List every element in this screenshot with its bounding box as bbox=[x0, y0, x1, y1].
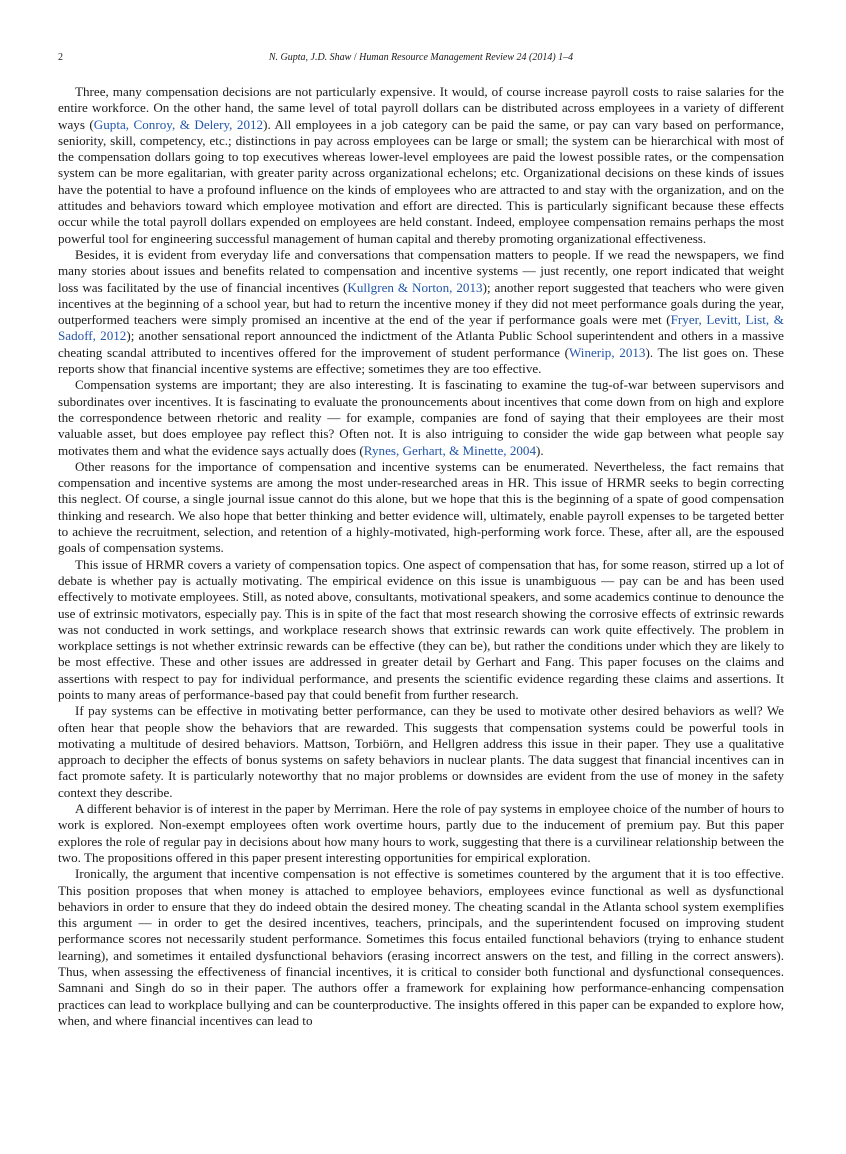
paragraph-5: This issue of HRMR covers a variety of compensation topics. One aspect of compensation that has, for some reason, stirred up a lot of debate is whether pay is actually motivating. The empirical evidence on this issue is unambiguous — pay can be and has been used effectively to motivate employees. Still, as noted above, consultants, motivational speakers, and some academics continue to denounce the use of extrinsic motivators, especially pay. This is in spite of the fact that most research showing the corrosive effects of extrinsic rewards was not conducted in work settings, and workplace research shows that extrinsic rewards can work quite effectively. The problem in workplace settings is not whether extrinsic rewards can be effective (they can be), but rather the conditions under which they are likely to be most effective. These and other issues are addressed in greater detail by Gerhart and Fang. This paper focuses on the claims and assertions with respect to pay for individual performance, and presents the scientific evidence regarding these claims and assertions. It points to many areas of performance-based pay that could benefit from further research. bbox=[58, 556, 784, 702]
citation-link[interactable]: Fryer, Levitt, List, & Sadoff, 2012 bbox=[58, 312, 784, 344]
paragraph-text: Compensation systems are important; they are also interesting. It is fascinating to examine the tug-of-war between supervisors and subordinates over incentives. It is fascinating to evaluate the pronouncements about incentives that come down from on high and explore the correspondence between rhetoric and reality — for example, companies are fond of saying that their employees are their most valuable asset, but does employee pay reflect this? Often not. It is also intriguing to consider the wide gap between what people say motivates them and what the evidence says actually does ( bbox=[58, 377, 784, 458]
article-page bbox=[58, 50, 784, 1029]
paragraph-2 bbox=[58, 247, 784, 377]
author-names: N. Gupta, J.D. Shaw bbox=[268, 52, 352, 63]
paragraph-6: If pay systems can be effective in motivating better performance, can they be used to motivate other desired behaviors as well? We often hear that people show the behaviors that are rewarded. This suggests that compensation systems could be powerful tools in motivating a multitude of desired behaviors. Mattson, Torbiörn, and Hellgren address this issue in their paper. They use a qualitative approach to decipher the effects of bonus systems on safety behaviors in nuclear plants. The data suggest that financial incentives can in fact promote safety. It is particularly noteworthy that no major problems or downsides are evident from the use of money in the safety context they describe. bbox=[58, 703, 784, 800]
paragraph-text: ); another sensational report announced the indictment of the Atlanta Public School superintendent and others in a massive cheating scandal attributed to incentives offered for the improvement of student performance ( bbox=[58, 328, 784, 360]
citation-link[interactable]: Rynes, Gerhart, & Minette, 2004 bbox=[363, 442, 537, 458]
journal-citation: Human Resource Management Review 24 (2014) 1–4 bbox=[359, 52, 574, 63]
journal-reference bbox=[58, 50, 784, 66]
article-body bbox=[58, 84, 784, 1029]
paragraph-text: ). The list goes on. These reports show that financial incentive systems are effective; sometimes they are too effective. bbox=[58, 344, 784, 377]
citation-link[interactable]: Winerip, 2013 bbox=[568, 344, 646, 360]
paragraph-3 bbox=[58, 377, 784, 458]
paragraph-1 bbox=[58, 84, 784, 247]
citation-link[interactable]: Kullgren & Norton, 2013 bbox=[347, 279, 483, 295]
paragraph-8: Ironically, the argument that incentive compensation is not effective is sometimes countered by the argument that it is too effective. This position proposes that when money is attached to employee behaviors, employees evince functional as well as dysfunctional behaviors in order to ensure that they do indeed obtain the desired money. The cheating scandal in the Atlanta school system exemplifies this argument — in order to get the desired incentives, teachers, principals, and the superintendent focused on improving student performance scores not necessarily student performance. Sometimes this focus entailed functional behaviors (trying to enhance student learning), and sometimes it entailed dysfunctional behaviors (erasing incorrect answers on the test, and filling in the correct answers). Thus, when assessing the effectiveness of financial incentives, it is critical to consider both functional and dysfunctional consequences. Samnani and Singh do so in their paper. The authors offer a framework for explaining how performance-enhancing compensation practices can lead to workplace bullying and can be counterproductive. The insights offered in this paper can be expanded to explore how, when, and where financial incentives can lead to bbox=[58, 866, 784, 1028]
paragraph-4: Other reasons for the importance of compensation and incentive systems can be enumerated. Nevertheless, the fact remains that compensation and incentive systems are among the most under-researched areas in HR. This issue of HRMR seeks to begin correcting this neglect. Of course, a single journal issue cannot do this alone, but we hope that this is the beginning of a spate of good compensation thinking and research. We also hope that better thinking and better evidence will, ultimately, enable payroll expenses to be targeted better to achieve the recruitment, selection, and retention of a highly-motivated, high-performing work force. These, after all, are the espoused goals of compensation systems. bbox=[58, 458, 784, 556]
paragraph-text: ). All employees in a job category can be paid the same, or pay can vary based on performance, seniority, skill, competency, etc.; distinctions in pay across employees can be large or small; the system can be hierarchical with most of the compensation dollars going to top executives whereas lower-level employees are paid the lowest possible rates, or the compensation system can be more egalitarian, with greater parity across organizational echelons; etc. Organizational decisions on these kinds of issues have the potential to have a profound influence on the kinds of employees who are attracted to and stay with the organization, and on the attitudes and behaviors toward which employee motivation and effort are directed. This is particularly significant because these effects occur while the total payroll dollars expended on employees are held constant. Indeed, employee compensation remains perhaps the most powerful tool for engineering successful management of human capital and thereby promoting organizational effectiveness. bbox=[58, 116, 785, 246]
paragraph-text: Three, many compensation decisions are not particularly expensive. It would, of course increase payroll costs to raise salaries for the entire workforce. On the other hand, the same level of total payroll dollars can be distributed across employees in a variety of different ways ( bbox=[58, 84, 784, 132]
paragraph-text: ). bbox=[536, 442, 544, 458]
citation-link[interactable]: Gupta, Conroy, & Delery, 2012 bbox=[93, 116, 264, 132]
header-separator: / bbox=[351, 52, 360, 63]
paragraph-7: A different behavior is of interest in the paper by Merriman. Here the role of pay systems in employee choice of the number of hours to work is explored. Non-exempt employees often work overtime hours, partly due to the inducement of premium pay. But this paper explores the role of regular pay in decisions about how many hours to work, suggesting that there is a curvilinear relationship between the two. The propositions offered in this paper present interesting opportunities for empirical exploration. bbox=[58, 801, 784, 865]
paragraph-text: Besides, it is evident from everyday life and conversations that compensation matters to people. If we read the newspapers, we find many stories about issues and benefits related to compensation and incentive systems — just recently, one report indicated that weight loss was facilitated by the use of financial incentives ( bbox=[58, 246, 784, 295]
running-header bbox=[58, 50, 784, 66]
paragraph-text: ); another report suggested that teachers who were given incentives at the beginning of a school year, but had to return the incentive money if they did not meet performance goals during the year, outperformed teachers were simply promised an incentive at the end of the year if performance goals were met ( bbox=[58, 279, 785, 328]
page-number: 2 bbox=[58, 52, 63, 63]
